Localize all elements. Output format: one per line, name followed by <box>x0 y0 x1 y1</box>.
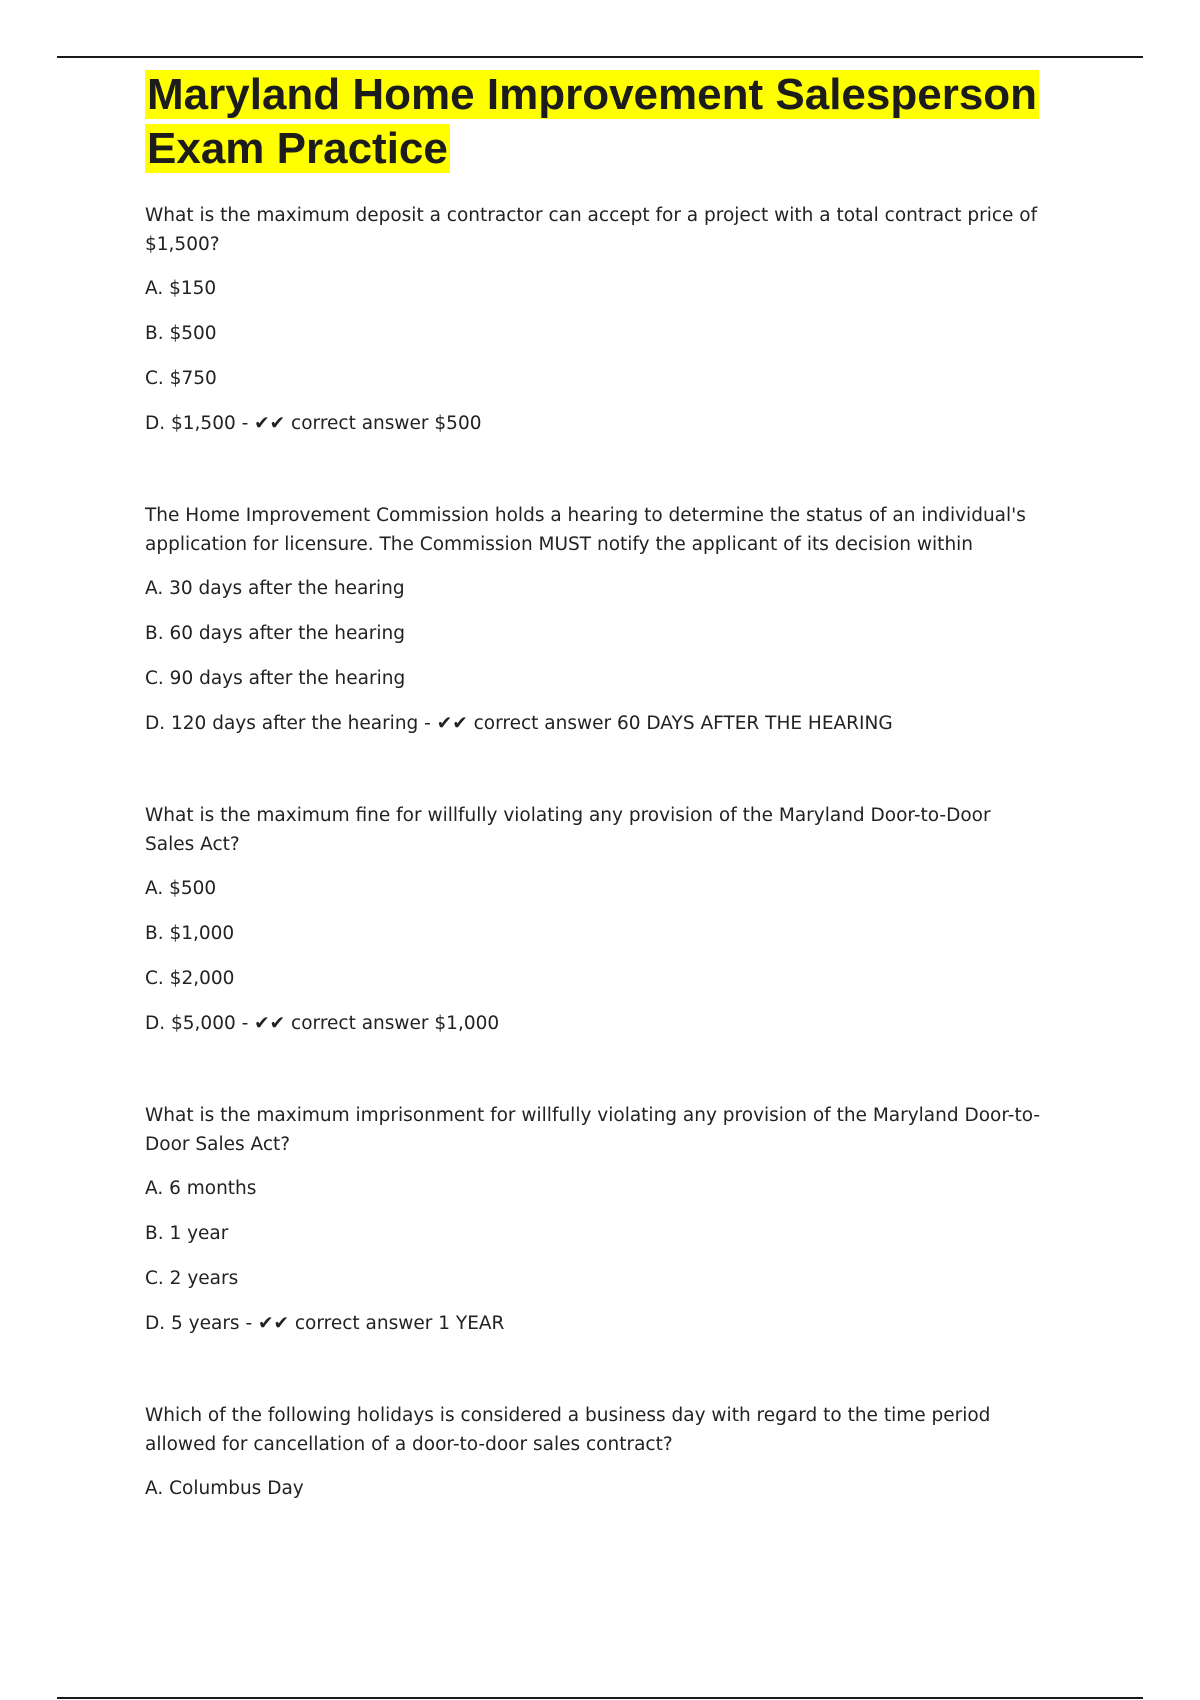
question-text: The Home Improvement Commission holds a hearing to determine the status of an individual's application for licensure. The Commission MUST notify the applicant of its decision within <box>145 505 1026 555</box>
page-title-text: Maryland Home Improvement Salesperson Exam Practice <box>147 70 1038 173</box>
option-a: A. Columbus Day <box>145 1478 304 1499</box>
option-d-with-answer: D. 120 days after the hearing - ✔✔ correct answer 60 DAYS AFTER THE HEARING <box>145 713 893 734</box>
option-b: B. 1 year <box>145 1223 229 1244</box>
option-b: B. 60 days after the hearing <box>145 623 405 644</box>
option-c: C. 90 days after the hearing <box>145 668 406 689</box>
top-divider <box>57 56 1143 58</box>
question-text: Which of the following holidays is considered a business day with regard to the time period allowed for cancellation of a door-to-door sales contract? <box>145 1405 991 1455</box>
option-a: A. $500 <box>145 878 217 899</box>
option-d-with-answer: D. 5 years - ✔✔ correct answer 1 YEAR <box>145 1313 505 1334</box>
bottom-divider <box>57 1697 1143 1699</box>
option-a: A. $150 <box>145 278 217 299</box>
page-title <box>145 68 1045 176</box>
question-text: What is the maximum deposit a contractor can accept for a project with a total contract price of $1,500? <box>145 205 1038 255</box>
question-2 <box>145 501 1045 754</box>
question-text: What is the maximum imprisonment for willfully violating any provision of the Maryland Door-to-Door Sales Act? <box>145 1105 1041 1155</box>
question-1 <box>145 201 1045 454</box>
option-b: B. $1,000 <box>145 923 235 944</box>
question-3 <box>145 801 1045 1054</box>
option-b: B. $500 <box>145 323 217 344</box>
question-4 <box>145 1101 1045 1354</box>
question-text: What is the maximum fine for willfully violating any provision of the Maryland Door-to-Door Sales Act? <box>145 805 991 855</box>
option-c: C. $2,000 <box>145 968 235 989</box>
question-5 <box>145 1401 1045 1519</box>
option-c: C. $750 <box>145 368 217 389</box>
option-a: A. 30 days after the hearing <box>145 578 405 599</box>
option-d-with-answer: D. $1,500 - ✔✔ correct answer $500 <box>145 413 482 434</box>
option-c: C. 2 years <box>145 1268 239 1289</box>
document-body <box>145 68 1045 1519</box>
option-d-with-answer: D. $5,000 - ✔✔ correct answer $1,000 <box>145 1013 500 1034</box>
option-a: A. 6 months <box>145 1178 257 1199</box>
